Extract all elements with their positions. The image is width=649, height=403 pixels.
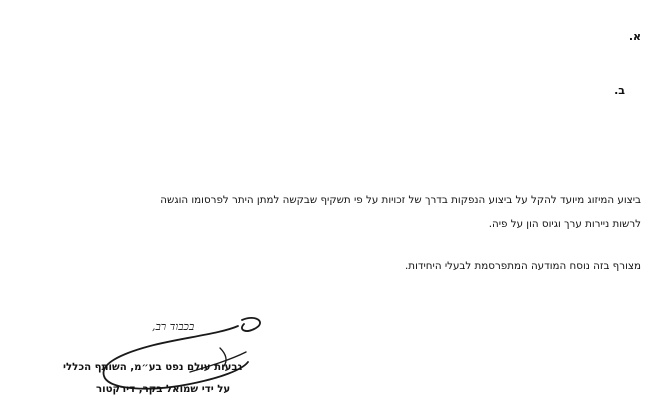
- item-a-marker: א.: [628, 30, 641, 43]
- signature-company: גבעות עולם נפט בע״מ, השותף הכללי: [63, 362, 243, 373]
- paragraph-2-line-1: מצורף בזה נוסח המודעה המתפרסמת לבעלי היחידות.: [405, 260, 641, 272]
- item-b-marker: ב.: [614, 84, 625, 97]
- signature-greeting: בכבוד רב,: [152, 320, 195, 333]
- paragraph-1-line-2: לרשות ניירות ערך וגיוס הון על פיה.: [488, 218, 641, 230]
- paragraph-1-line-1: ביצוע המיזוג מיועד להקל על ביצוע הנפקות בדרך של זכויות על פי תשקיף שבקשה למתן היתר לפרסומו הוגשה: [160, 194, 641, 206]
- signature-signer: על ידי שמואל בקר, דירקטור: [96, 384, 231, 395]
